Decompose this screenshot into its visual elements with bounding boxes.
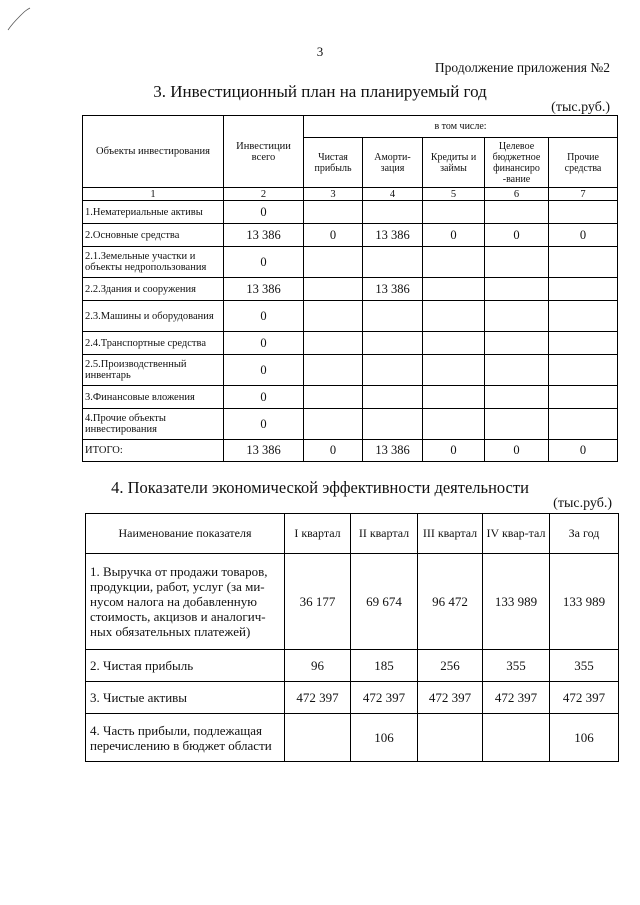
- section4-unit: (тыс.руб.): [553, 496, 612, 511]
- table-cell: 185: [351, 650, 418, 682]
- row-label: ИТОГО:: [83, 440, 224, 462]
- row-label: 2.2.Здания и сооружения: [83, 278, 224, 301]
- table-row: [83, 278, 618, 301]
- header-amortization: Аморти-зация: [363, 138, 423, 188]
- row-label: 1.Нематериальные активы: [83, 201, 224, 224]
- table-row: [83, 355, 618, 386]
- table-cell: [485, 332, 549, 355]
- table-row: [83, 409, 618, 440]
- column-number: 7: [549, 188, 618, 201]
- table-cell: 0: [224, 409, 304, 440]
- table-cell: 13 386: [224, 440, 304, 462]
- table-cell: [423, 301, 485, 332]
- pen-mark-icon: [6, 6, 32, 32]
- table-row: [86, 682, 619, 714]
- header-year: За год: [550, 514, 619, 554]
- header-q2: II квартал: [351, 514, 418, 554]
- column-number: 6: [485, 188, 549, 201]
- table-cell: [423, 386, 485, 409]
- table-cell: 472 397: [285, 682, 351, 714]
- table-cell: 13 386: [363, 224, 423, 247]
- table-cell: 133 989: [550, 554, 619, 650]
- table-cell: [363, 355, 423, 386]
- table-cell: [304, 247, 363, 278]
- header-credits: Кредиты и займы: [423, 138, 485, 188]
- table-cell: [304, 201, 363, 224]
- header-targeted-funding: Целевое бюджетное финансиро -вание: [485, 138, 549, 188]
- table-row: [83, 386, 618, 409]
- table-cell: 0: [224, 386, 304, 409]
- table-cell: 355: [550, 650, 619, 682]
- page-number: 3: [316, 44, 324, 59]
- appendix-label: Продолжение приложения №2: [434, 60, 610, 75]
- column-number: 2: [224, 188, 304, 201]
- table-cell: 0: [224, 247, 304, 278]
- column-number: 3: [304, 188, 363, 201]
- table-cell: [549, 332, 618, 355]
- table-cell: 0: [304, 224, 363, 247]
- table-cell: 472 397: [550, 682, 619, 714]
- table-cell: [549, 201, 618, 224]
- table-cell: [423, 332, 485, 355]
- table-cell: [485, 409, 549, 440]
- table-cell: 0: [224, 201, 304, 224]
- section4-title: 4. Показатели экономической эффективности деятельности: [111, 478, 529, 497]
- table-cell: [549, 278, 618, 301]
- row-label: 1. Выручка от продажи товаров, продукции, работ, услуг (за ми-нусом налога на добавленную стоимость, акцизов и аналогич-ных обязательных платежей): [86, 554, 285, 650]
- table-cell: [423, 201, 485, 224]
- table-cell: [485, 247, 549, 278]
- table-cell: [418, 714, 483, 762]
- table-cell: [485, 301, 549, 332]
- table-cell: 106: [351, 714, 418, 762]
- table-cell: [363, 386, 423, 409]
- header-investments-total: Инвестиции всего: [224, 116, 304, 188]
- table-cell: [485, 355, 549, 386]
- table-cell: 0: [485, 440, 549, 462]
- table-cell: [485, 278, 549, 301]
- table-cell: 472 397: [483, 682, 550, 714]
- row-label: 2.1.Земельные участки и объекты недропользования: [83, 247, 224, 278]
- header-objects: Объекты инвестирования: [83, 116, 224, 188]
- section3-title: 3. Инвестиционный план на планируемый год: [153, 82, 487, 101]
- table-cell: 13 386: [224, 224, 304, 247]
- table-cell: 13 386: [363, 440, 423, 462]
- table-cell: [304, 332, 363, 355]
- header-including: в том числе:: [304, 116, 618, 138]
- table-cell: [423, 409, 485, 440]
- table-cell: 0: [423, 224, 485, 247]
- efficiency-indicators-table: [85, 513, 619, 762]
- row-label: 3. Чистые активы: [86, 682, 285, 714]
- table-cell: 36 177: [285, 554, 351, 650]
- header-q1: I квартал: [285, 514, 351, 554]
- table-row: [83, 224, 618, 247]
- table-cell: [304, 409, 363, 440]
- header-q3: III квартал: [418, 514, 483, 554]
- row-label: 2.Основные средства: [83, 224, 224, 247]
- table-cell: 0: [549, 440, 618, 462]
- table-cell: [549, 355, 618, 386]
- table-row: [83, 440, 618, 462]
- table-cell: [549, 301, 618, 332]
- table-cell: [363, 201, 423, 224]
- row-label: 2.5.Производственный инвентарь: [83, 355, 224, 386]
- table-cell: [549, 386, 618, 409]
- column-number: 4: [363, 188, 423, 201]
- table-cell: [485, 386, 549, 409]
- table-cell: [285, 714, 351, 762]
- table-cell: [304, 355, 363, 386]
- table-cell: [549, 409, 618, 440]
- row-label: 4.Прочие объекты инвестирования: [83, 409, 224, 440]
- table-cell: [363, 409, 423, 440]
- table-cell: [304, 278, 363, 301]
- table-cell: [483, 714, 550, 762]
- table-cell: 355: [483, 650, 550, 682]
- header-net-profit: Чистая прибыль: [304, 138, 363, 188]
- table-cell: 0: [224, 332, 304, 355]
- table-cell: [423, 247, 485, 278]
- table-cell: [485, 201, 549, 224]
- row-label: 2.3.Машины и оборудования: [83, 301, 224, 332]
- row-label: 4. Часть прибыли, подлежащая перечислению в бюджет области: [86, 714, 285, 762]
- column-number: 5: [423, 188, 485, 201]
- table-cell: [549, 247, 618, 278]
- header-indicator: Наименование показателя: [86, 514, 285, 554]
- table-row: [83, 247, 618, 278]
- row-label: 2. Чистая прибыль: [86, 650, 285, 682]
- table-cell: 0: [224, 355, 304, 386]
- table-cell: 69 674: [351, 554, 418, 650]
- column-numbers-row: [83, 188, 618, 201]
- row-label: 3.Финансовые вложения: [83, 386, 224, 409]
- table-row: [83, 301, 618, 332]
- table-cell: 13 386: [363, 278, 423, 301]
- row-label: 2.4.Транспортные средства: [83, 332, 224, 355]
- table-cell: [423, 355, 485, 386]
- table-cell: 472 397: [351, 682, 418, 714]
- table-cell: 472 397: [418, 682, 483, 714]
- header-other-funds: Прочие средства: [549, 138, 618, 188]
- table-cell: 13 386: [224, 278, 304, 301]
- table-row: [83, 201, 618, 224]
- table-cell: 0: [485, 224, 549, 247]
- table-cell: 0: [304, 440, 363, 462]
- table-cell: [363, 301, 423, 332]
- table-cell: [304, 301, 363, 332]
- table-cell: [363, 247, 423, 278]
- table-row: [83, 332, 618, 355]
- table-cell: 96: [285, 650, 351, 682]
- table-cell: 0: [423, 440, 485, 462]
- table-cell: [363, 332, 423, 355]
- column-number: 1: [83, 188, 224, 201]
- table-cell: [423, 278, 485, 301]
- table-row: [86, 714, 619, 762]
- table-cell: 0: [224, 301, 304, 332]
- section3-unit: (тыс.руб.): [551, 100, 610, 115]
- table-cell: 106: [550, 714, 619, 762]
- table-cell: 256: [418, 650, 483, 682]
- table-cell: [304, 386, 363, 409]
- header-q4: IV квар-тал: [483, 514, 550, 554]
- investment-plan-table: [82, 115, 618, 462]
- table-cell: 96 472: [418, 554, 483, 650]
- table-row: [86, 554, 619, 650]
- table-row: [86, 650, 619, 682]
- table-cell: 0: [549, 224, 618, 247]
- table-cell: 133 989: [483, 554, 550, 650]
